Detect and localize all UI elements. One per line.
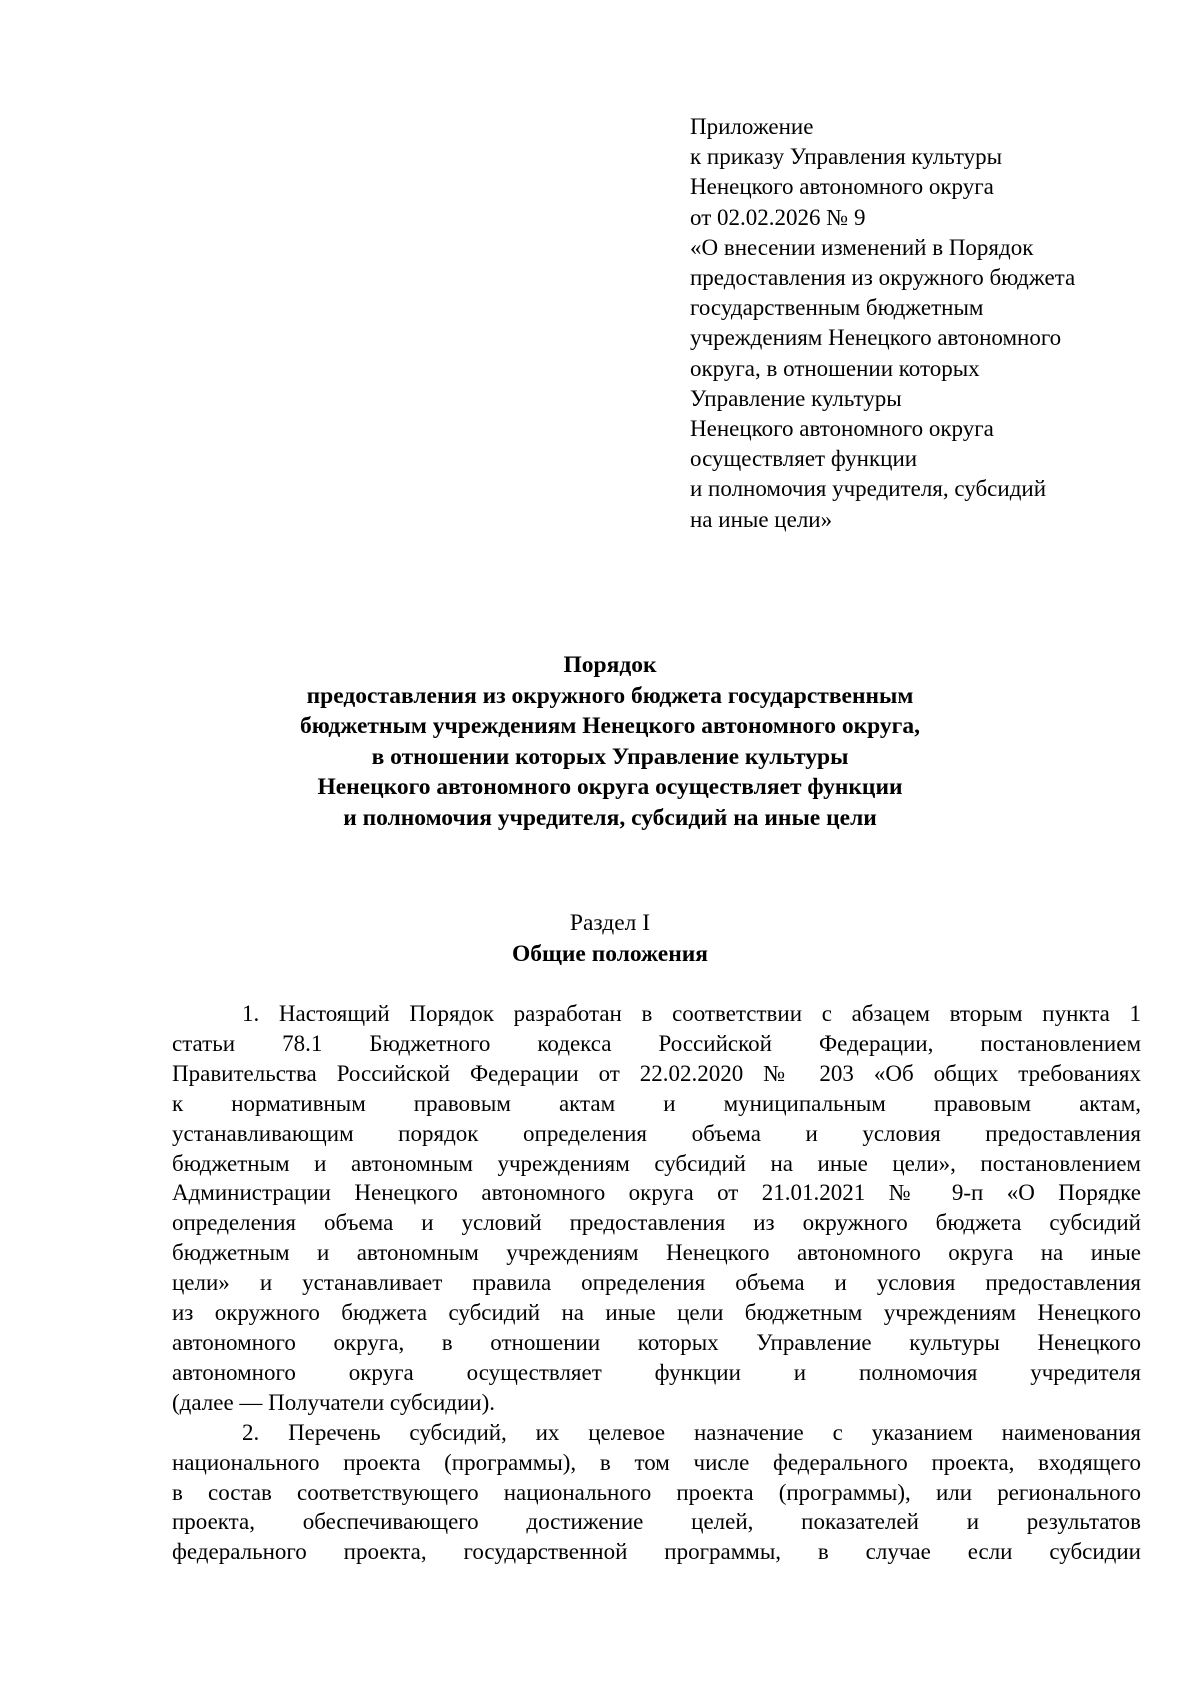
appendix-note-line: Управление культуры [690,385,902,411]
paragraph-line: проекта, обеспечивающего достижение целей, показателей и результатов [172,1509,1141,1535]
paragraph-line: в состав соответствующего национального проекта (программы), или регионального [172,1479,1141,1505]
appendix-note [690,112,1170,535]
document-title-line: и полномочия учредителя, субсидий на иные цели [343,804,877,831]
paragraph-line: статьи 78.1 Бюджетного кодекса Российской Федерации, постановлением [172,1030,1141,1056]
document-title [170,650,1050,833]
appendix-note-line: предоставления из окружного бюджета [690,265,1076,291]
appendix-note-line: Ненецкого автономного округа [690,416,994,442]
body-text [172,999,1141,1567]
paragraph-line: 1. Настоящий Порядок разработан в соответствии с абзацем вторым пункта 1 [242,1001,1141,1026]
paragraph-line: к нормативным правовым актам и муниципальным правовым актам, [172,1090,1141,1116]
paragraph-line: устанавливающим порядок определения объема и условия предоставления [172,1120,1141,1146]
paragraph-line: национального проекта (программы), в том числе федерального проекта, входящего [172,1449,1141,1475]
paragraph-line: бюджетным и автономным учреждениям субсидий на иные цели», постановлением [172,1150,1141,1176]
document-title-line: Порядок [563,652,657,678]
paragraph-line: 2. Перечень субсидий, их целевое назначение с указанием наименования [242,1419,1141,1445]
appendix-note-line: Приложение [690,114,814,139]
document-title-line: предоставления из окружного бюджета государственным [306,682,914,709]
appendix-note-line: «О внесении изменений в Порядок [690,234,1034,260]
document-title-line: бюджетным учреждениям Ненецкого автономного округа, [300,713,920,739]
section-number: Раздел I [569,910,651,936]
paragraph-line: цели» и устанавливает правила определения объема и условия предоставления [172,1270,1141,1296]
appendix-note-line: Ненецкого автономного округа [690,174,994,200]
appendix-note-line: государственным бюджетным [690,295,984,321]
appendix-note-line: осуществляет функции [690,446,918,472]
paragraph [172,999,1141,1418]
document-title-line: в отношении которых Управление культуры [371,743,849,770]
section-name: Общие положения [512,940,708,967]
document-title-line: Ненецкого автономного округа осуществляет функции [317,774,903,800]
section-heading [170,908,1050,969]
appendix-note-line: и полномочия учредителя, субсидий [690,476,1047,502]
paragraph-line: федерального проекта, государственной программы, в случае если субсидии [172,1539,1141,1565]
paragraph-line: определения объема и условий предоставления из окружного бюджета субсидий [172,1210,1141,1236]
appendix-note-line: округа, в отношении которых [690,355,980,381]
paragraph-line: автономного округа, в отношении которых Управление культуры Ненецкого [172,1329,1141,1355]
appendix-note-line: учреждениям Ненецкого автономного [690,325,1062,351]
paragraph [172,1418,1141,1568]
paragraph-line: бюджетным и автономным учреждениям Ненецкого автономного округа на иные [172,1240,1141,1266]
appendix-note-line: на иные цели» [690,506,833,532]
paragraph-line: Администрации Ненецкого автономного округа от 21.01.2021 № 9-п «О Порядке [172,1180,1141,1206]
paragraph-line: из окружного бюджета субсидий на иные цели бюджетным учреждениям Ненецкого [172,1300,1141,1326]
paragraph-line: автономного округа осуществляет функции и полномочия учредителя [172,1359,1141,1385]
appendix-note-line: к приказу Управления культуры [690,144,1003,170]
appendix-note-line: от 02.02.2026 № 9 [690,204,866,230]
paragraph-line: (далее — Получатели субсидии). [172,1389,495,1415]
paragraph-line: Правительства Российской Федерации от 22.02.2020 № 203 «Об общих требованиях [172,1060,1141,1086]
